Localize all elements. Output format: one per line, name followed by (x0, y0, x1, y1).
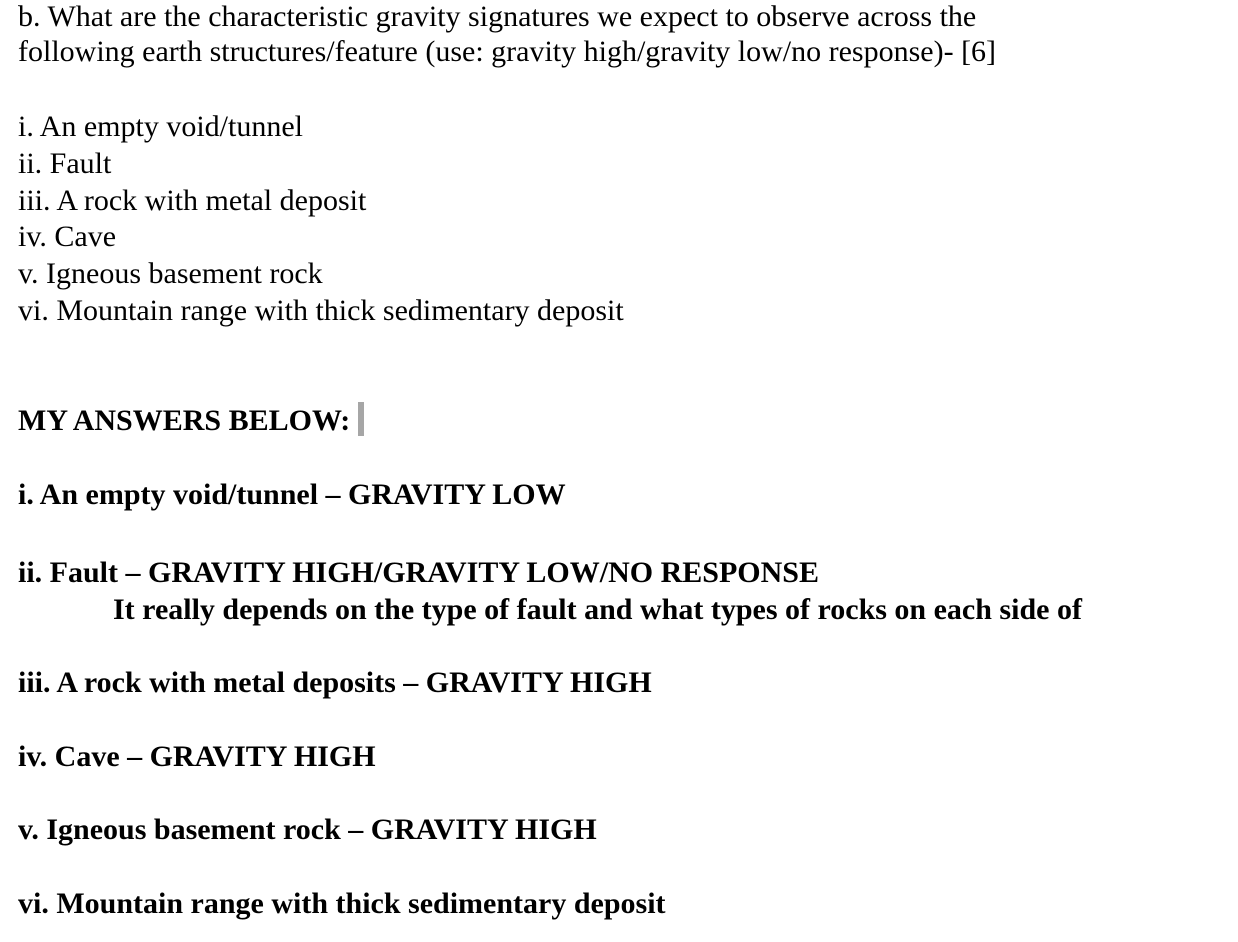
question-item: iii. A rock with metal deposit (18, 184, 367, 217)
answer-item: iv. Cave – GRAVITY HIGH (18, 740, 376, 773)
answer-item: ii. Fault – GRAVITY HIGH/GRAVITY LOW/NO RESPONSE (18, 556, 819, 589)
question-item: ii. Fault (18, 147, 112, 180)
question-item: i. An empty void/tunnel (18, 110, 303, 143)
answer-item: v. Igneous basement rock – GRAVITY HIGH (18, 813, 597, 846)
answer-item: vi. Mountain range with thick sedimentary deposit (18, 887, 666, 920)
question-line-2: following earth structures/feature (use: gravity high/gravity low/no response)- [6] (18, 35, 997, 68)
answer-item: i. An empty void/tunnel – GRAVITY LOW (18, 478, 566, 511)
answer-explanation: It really depends on the type of fault and what types of rocks on each side of (113, 593, 1082, 626)
answers-heading: MY ANSWERS BELOW: (18, 404, 351, 437)
answer-item: iii. A rock with metal deposits – GRAVITY HIGH (18, 666, 652, 699)
question-item: iv. Cave (18, 220, 117, 253)
question-item: vi. Mountain range with thick sedimentary deposit (18, 294, 624, 327)
text-cursor (358, 402, 364, 436)
question-line-1: b. What are the characteristic gravity signatures we expect to observe across the (18, 0, 977, 33)
question-item: v. Igneous basement rock (18, 257, 323, 290)
answers-heading-line (18, 402, 364, 439)
